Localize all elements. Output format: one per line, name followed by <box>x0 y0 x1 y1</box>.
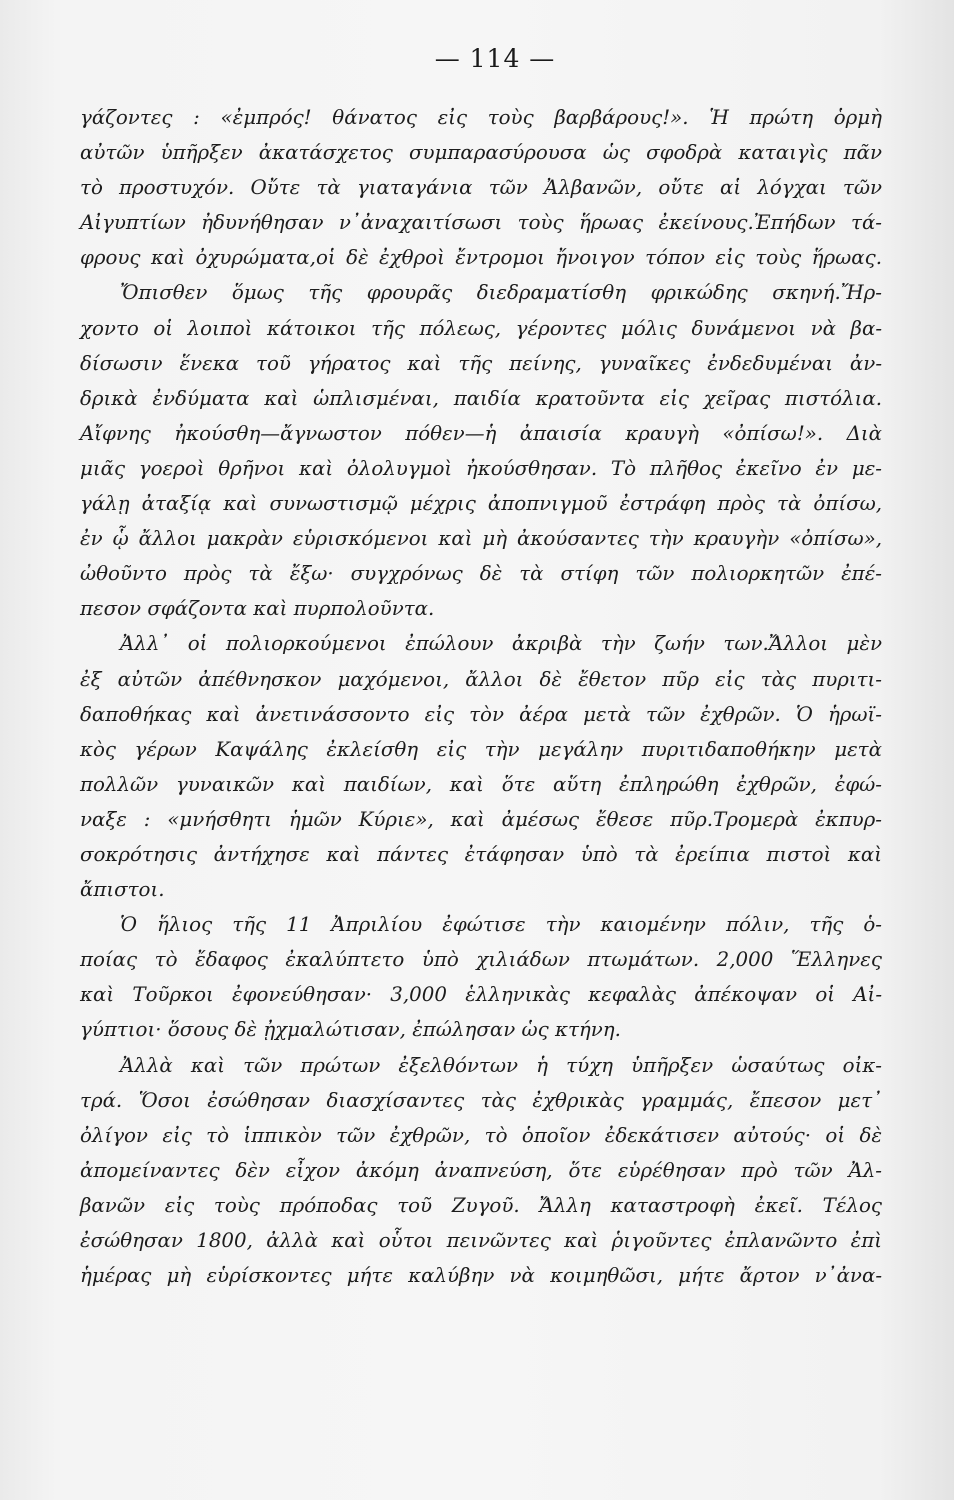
text-line: ὀλίγον εἰς τὸ ἱππικὸν τῶν ἐχθρῶν, τὸ ὁποῖον ἐδεκάτισεν αὐτούς· οἱ δὲ <box>80 1123 882 1147</box>
text-line: ὠθοῦντο πρὸς τὰ ἔξω· συγχρόνως δὲ τὰ στίφη τῶν πολιορκητῶν ἐπέ- <box>80 562 882 586</box>
text-line: Ὄπισθεν ὅμως τῆς φρουρᾶς διεδραματίσθη φρικώδης σκηνή.Ἤρ- <box>120 281 882 305</box>
text-line: βανῶν εἰς τοὺς πρόποδας τοῦ Ζυγοῦ. Ἄλλη καταστροφὴ ἐκεῖ. Τέλος <box>80 1193 882 1217</box>
text-line: ποίας τὸ ἔδαφος ἐκαλύπτετο ὑπὸ χιλιάδων πτωμάτων. 2,000 Ἕλληνες <box>80 948 882 972</box>
text-line: αὐτῶν ὑπῆρξεν ἀκατάσχετος συμπαρασύρουσα ὡς σφοδρὰ καταιγὶς πᾶν <box>80 141 882 165</box>
text-line: Ὁ ἥλιος τῆς 11 Ἀπριλίου ἐφώτισε τὴν καιομένην πόλιν, τῆς ὁ- <box>120 913 882 937</box>
page-number: — 114 — <box>434 44 556 73</box>
text-line: σοκρότησις ἀντήχησε καὶ πάντες ἐτάφησαν ὑπὸ τὰ ἐρείπια πιστοὶ καὶ <box>80 842 882 866</box>
text-line: ἐξ αὐτῶν ἀπέθνησκον μαχόμενοι, ἄλλοι δὲ ἔθετον πῦρ εἰς τὰς πυριτι- <box>80 667 882 691</box>
text-line: Ἀλλὰ καὶ τῶν πρώτων ἐξελθόντων ἡ τύχη ὑπῆρξεν ὡσαύτως οἰκ- <box>120 1053 882 1077</box>
text-line: δίσωσιν ἕνεκα τοῦ γήρατος καὶ τῆς πείνης, γυναῖκες ἐνδεδυμέναι ἀν- <box>80 351 882 375</box>
text-line: ναξε : «μνήσθητι ἡμῶν Κύριε», καὶ ἀμέσως ἔθεσε πῦρ.Τρομερὰ ἐκπυρ- <box>80 807 882 831</box>
text-line: γάζοντες : «ἐμπρός! θάνατος εἰς τοὺς βαρβάρους!». Ἡ πρώτη ὁρμὴ <box>80 106 882 129</box>
text-line: χοντο οἱ λοιποὶ κάτοικοι τῆς πόλεως, γέροντες μόλις δυνάμενοι νὰ βα- <box>80 316 882 340</box>
text-line: ἀπομείναντες δὲν εἶχον ἀκόμη ἀναπνεύση, ὅτε εὑρέθησαν πρὸ τῶν Ἀλ- <box>80 1158 882 1182</box>
text-line: ἡμέρας μὴ εὑρίσκοντες μήτε καλύβην νὰ κοιμηθῶσι, μήτε ἄρτον ν᾿ἀνα- <box>80 1264 882 1288</box>
text-line: ἄπιστοι. <box>80 878 165 902</box>
text-line: τρά. Ὅσοι ἐσώθησαν διασχίσαντες τὰς ἐχθρικὰς γραμμάς, ἔπεσον μετ᾿ <box>80 1088 882 1112</box>
text-line: Αἴφνης ἠκούσθη—ἄγνωστον πόθεν—ἡ ἀπαισία κραυγὴ «ὀπίσω!». Διὰ <box>80 421 882 445</box>
text-line: μιᾶς γοεροὶ θρῆνοι καὶ ὀλολυγμοὶ ἠκούσθησαν. Τὸ πλῆθος ἐκεῖνο ἐν με- <box>80 456 882 480</box>
text-line: φρους καὶ ὀχυρώματα,οἱ δὲ ἐχθροὶ ἔντρομοι ἤνοιγον τόπον εἰς τοὺς ἥρωας. <box>80 246 882 270</box>
text-line: δαποθήκας καὶ ἀνετινάσσοντο εἰς τὸν ἀέρα μετὰ τῶν ἐχθρῶν. Ὁ ἡρωϊ- <box>80 702 882 726</box>
text-line: τὸ προστυχόν. Οὔτε τὰ γιαταγάνια τῶν Ἀλβανῶν, οὔτε αἱ λόγχαι τῶν <box>80 176 882 200</box>
text-line: γύπτιοι· ὅσους δὲ ᾐχμαλώτισαν, ἐπώλησαν ὡς κτήνη. <box>80 1018 621 1042</box>
text-line: ἐν ᾧ ἄλλοι μακρὰν εὑρισκόμενοι καὶ μὴ ἀκούσαντες τὴν κραυγὴν «ὀπίσω», <box>80 527 882 551</box>
text-line: δρικὰ ἐνδύματα καὶ ὡπλισμέναι, παιδία κρατοῦντα εἰς χεῖρας πιστόλια. <box>80 386 882 410</box>
body-text <box>80 100 882 1293</box>
text-line: γάλῃ ἀταξίᾳ καὶ συνωστισμῷ μέχρις ἀποπνιγμοῦ ἐστράφη πρὸς τὰ ὀπίσω, <box>80 492 882 516</box>
text-line: πολλῶν γυναικῶν καὶ παιδίων, καὶ ὅτε αὕτη ἐπληρώθη ἐχθρῶν, ἐφώ- <box>80 772 882 796</box>
text-line: Ἀλλ᾿ οἱ πολιορκούμενοι ἐπώλουν ἀκριβὰ τὴν ζωήν των.Ἄλλοι μὲν <box>120 632 882 656</box>
text-line: πεσον σφάζοντα καὶ πυρπολοῦντα. <box>80 597 435 621</box>
text-line: καὶ Τοῦρκοι ἐφονεύθησαν· 3,000 ἑλληνικὰς κεφαλὰς ἀπέκοψαν οἱ Αἰ- <box>80 983 882 1007</box>
text-line: κὸς γέρων Καψάλης ἐκλείσθη εἰς τὴν μεγάλην πυριτιδαποθήκην μετὰ <box>80 737 882 761</box>
text-line: ἐσώθησαν 1800, ἀλλὰ καὶ οὗτοι πεινῶντες καὶ ῥιγοῦντες ἐπλανῶντο ἐπὶ <box>80 1229 882 1252</box>
text-line: Αἰγυπτίων ἠδυνήθησαν ν᾿ἀναχαιτίσωσι τοὺς ἥρωας ἐκείνους.Ἐπήδων τά- <box>80 211 882 235</box>
